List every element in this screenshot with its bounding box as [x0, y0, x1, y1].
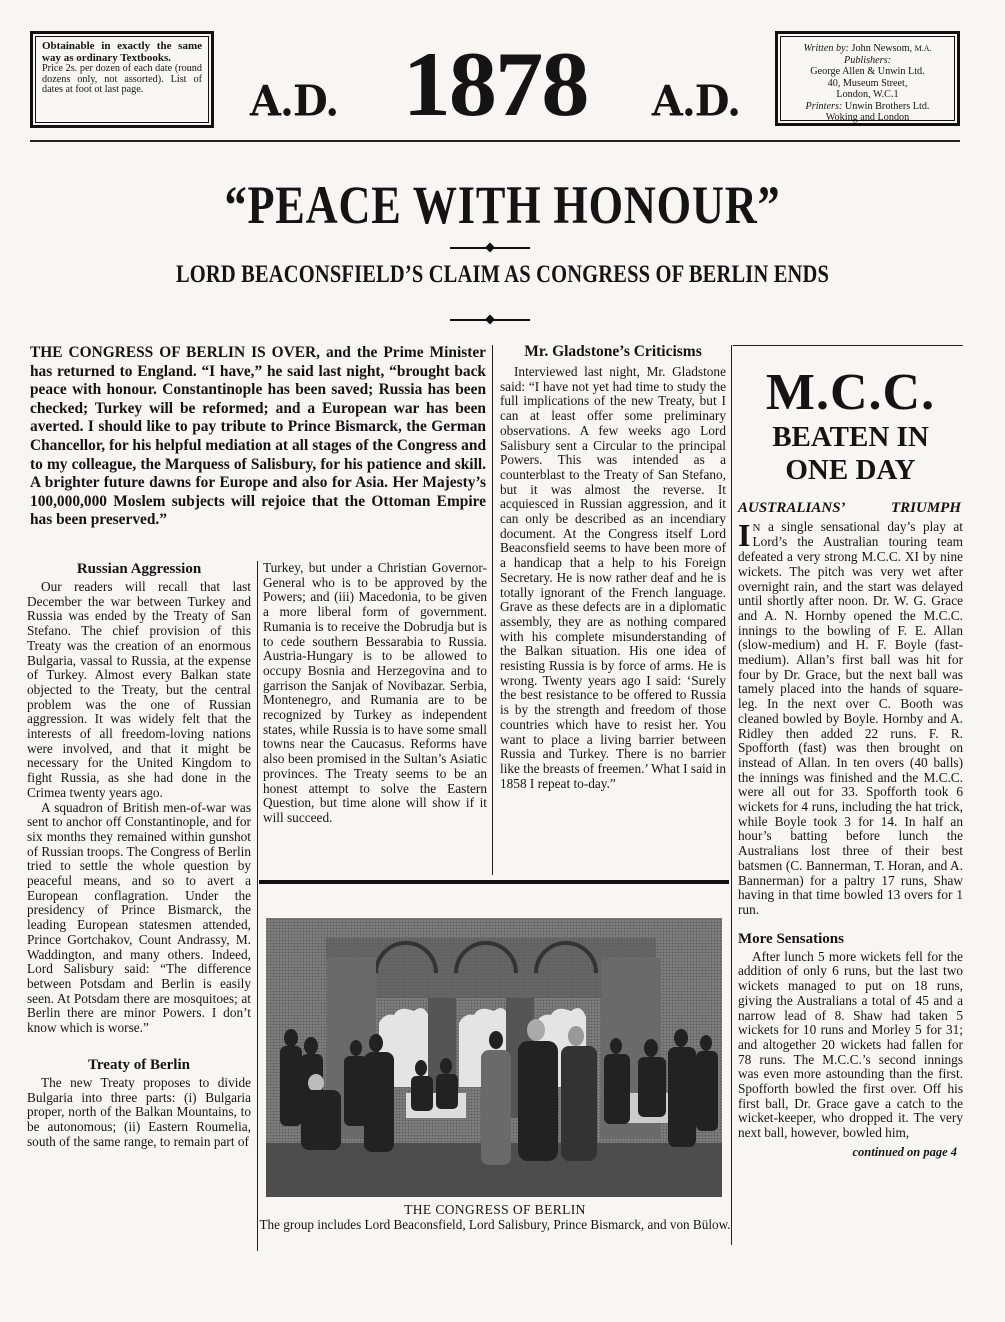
page-subheadline: LORD BEACONSFIELD’S CLAIM AS CONGRESS OF BERLIN ENDS: [175, 261, 830, 288]
section-heading: Mr. Gladstone’s Criticisms: [524, 343, 702, 360]
kicker-right: TRIUMPH: [890, 500, 961, 516]
publisher-line: 40, Museum Street,: [827, 77, 908, 89]
lede-paragraph: [30, 344, 486, 530]
publisher-credits-box: [775, 31, 960, 126]
photo-caption-text: The group includes Lord Beaconsfield, Lord Salisbury, Prince Bismarck, and von Bülow.: [259, 1217, 731, 1232]
column-rule: [257, 561, 258, 1251]
article-paragraph: The new Treaty proposes to divide Bulgaria into three parts: (i) Bulgaria proper, north of the Balkan Mountains, to be autonomous; (ii) Eastern Roumelia, south of the same range, to remain part of: [27, 1074, 251, 1149]
first-word-smallcaps: N: [752, 521, 761, 534]
ad-right: A.D.: [651, 76, 740, 126]
article-treaty-continued: [263, 561, 487, 826]
publisher-line: London, W.C.1: [836, 89, 899, 100]
publisher-line: George Allen & Unwin Ltd.: [810, 66, 925, 77]
article-gladstone: [500, 343, 726, 791]
masthead-divider: [30, 140, 960, 142]
kicker-left: AUSTRALIANS’: [738, 500, 846, 516]
section-heading: More Sensations: [738, 930, 844, 947]
column-rule: [731, 345, 732, 1245]
masthead-year: 1878: [402, 33, 588, 135]
photo-top-rule: [259, 880, 729, 884]
masthead-date: [250, 33, 740, 135]
availability-price-detail: Price 2s. per dozen of each date (round dozens only, not assorted). List of dates at foot ot last page.: [42, 63, 202, 96]
cricket-subheadline: BEATEN IN: [772, 421, 929, 453]
article-paragraph: After lunch 5 more wickets fell for the addition of only 6 runs, but the last two wickets managed to put on 18 runs, giving the Australians a total of 45 and a narrow lead of 8. Shaw had taken 5 wickets for 10 runs and Morley 5 for 31; and altogether 20 wickets had fallen for 78 runs. The M.C.C.’s second innings was even more astounding than the first. Spofforth bowled the first over. Off his first ball, Dr. Grace gave a catch to the wicket-keeper, who dropped it. The very next ball, however, bowled him,: [738, 948, 963, 1141]
ornament-divider: [450, 247, 530, 249]
author-name: John Newsom,: [851, 43, 913, 54]
cricket-headline: M.C.C.: [765, 364, 936, 421]
article-paragraph: [738, 516, 963, 918]
printers-label: Printers:: [805, 100, 843, 112]
written-by-label: Written by:: [803, 43, 849, 54]
lede-text: and the Prime Minister has returned to England. “I have,” he said last night, “brought back peace with honour. Constantinople has been saved; Russia has been checked; Turkey will be reformed; and a European war has been averted. I should like to pay tribute to Prince Bismarck, the German Chancellor, for his helpful mediation at all stages of the Congress and to my colleague, the Marquess of Salisbury, for his patience and skill. A brighter future dawns for Europe and also for Asia. Her Majesty’s 100,000,000 Moslem subjects will rejoice that the Ottoman Empire has been preserved.”: [30, 344, 486, 529]
cricket-subheadline: ONE DAY: [785, 454, 916, 486]
continued-link[interactable]: continued on page 4: [852, 1144, 957, 1159]
article-paragraph: Our readers will recall that last December the war between Turkey and Russia was ended by the Treaty of San Stefano. The chief provision of this Treaty was the creation of an enormous Bulgaria, vassal to Russia, at the expense of Turkey. Almost every Balkan state objected to the Treaty, but the central problem was the one of Russian aggression. It was widely felt that the interests of all freedom-loving nations were involved, and that it might be necessary for the United Kingdom to fight Russia, as she had done in the Crimea twenty years ago.: [27, 579, 251, 800]
availability-lead: Obtainable in exactly the same way as ordinary Textbooks.: [42, 40, 202, 64]
section-heading: Russian Aggression: [76, 561, 202, 577]
ad-left: A.D.: [250, 76, 339, 126]
page-headline: “PEACE WITH HONOUR”: [224, 175, 781, 235]
cricket-kicker: [738, 501, 963, 516]
section-heading: Treaty of Berlin: [88, 1056, 190, 1073]
article-paragraph: Turkey, but under a Christian Governor-General who is to be approved by the Powers; and (iii) Macedonia, to be given a more liberal form of government. Rumania is to receive the Dobrudja but is to cede southern Bessarabia to Russia. Austria-Hungary is to be allowed to occupy Bosnia and Herzegovina and to garrison the Sanjak of Novibazar. Serbia, Montenegro, and Rumania are to be recognized by Turkey as independent states, while Russia is to have some small towns near the Caucasus. Reforms have also been promised in the Sultan’s Asiatic provinces. The Treaty seems to be an honest attempt to solve the Eastern Question, but time alone will show if it will succeed.: [263, 560, 487, 825]
photo-caption: [258, 1203, 732, 1232]
availability-notice-box: [30, 31, 214, 128]
printer-line: Unwin Brothers Ltd.: [844, 100, 930, 112]
article-mcc-beaten: [738, 345, 963, 1160]
lede-caps: THE CONGRESS OF BERLIN IS OVER,: [30, 344, 320, 361]
article-paragraph: Interviewed last night, Mr. Gladstone said: “I have not yet had time to study the full implications of the new Treaty, but I can at least offer some preliminary observations. A few weeks ago Lord Salisbury sent a Circular to the principal Powers. This was intended as a counterblast to the Treaty of San Stefano, but it was almost the reverse. It acquiesced in Russian aggression, and it can only be described as an incendiary document. At the Congress itself Lord Beaconsfield seems to have been more of a handicap that a help to his Foreign Secretary. He is now rather deaf and he is totally ignorant of the French language. Grave as these defects are in a diplomatic assembly, they are as nothing compared with his complete misunderstanding of the Balkan situation. His one idea of resisting Russia is by force of arms. He is wrong. Twenty years ago I said: ‘Surely the best resistance to be offered to Russia is by the strength and freedom of those countries which have to resist her. You want to place a living barrier between Russia and Turkey. There is no barrier like the breasts of freemen.’ What I said in 1858 I repeat to-day.”: [500, 364, 726, 791]
congress-of-berlin-photo: [266, 918, 722, 1197]
drop-cap: I: [738, 516, 751, 553]
photo-caption-title: THE CONGRESS OF BERLIN: [404, 1202, 586, 1217]
author-degree: M.A.: [914, 44, 932, 53]
column-rule: [492, 345, 493, 875]
printer-line: Woking and London: [825, 112, 910, 123]
article-russian-aggression: [27, 560, 251, 1149]
article-paragraph: A squadron of British men-of-war was sent to anchor off Constantinople, and for six months they remained within gunshot of Russian troops. The Congress of Berlin tried to settle the whole question by peaceful means, and so to avert a European conflagration. Under the presidency of Prince Bismarck, the leading European statesmen attended, Prince Gortchakov, Count Andrassy, M. Waddington, and many others. Indeed, Lord Salisbury said: “The difference between Potsdam and Berlin is easily seen. At Potsdam there are mosquitoes; at Berlin there are minor Powers. I don’t know which is worse.”: [27, 799, 251, 1036]
ornament-divider: [450, 319, 530, 321]
publishers-label: Publishers:: [844, 54, 891, 66]
article-paragraph-text: a single sensational day’s play at Lord’s the Australian touring team defeated a very strong M.C.C. XI by nine wickets. The pitch was very wet after overnight rain, and the start was delayed until shortly after noon. Dr. W. G. Grace and A. N. Hornby opened the M.C.C. innings to the bowling of F. E. Allan (slow-medium) and H. F. Boyle (fast-medium). Allan’s first ball was hit for four by Dr. Grace, but the next ball was tamely placed into the hands of square-leg. In the next over C. Booth was cleaned bowled by Boyle. Hornby and A. Ridley then added 22 runs. F. R. Spofforth (fast) was then brought on instead of Allan. In ten overs (40 balls) the innings was finished and the M.C.C. were all out for 33. Spofforth took 6 wickets for 4 runs, including the hat trick, while Boyle took 3 for 14. In half an hour’s batting before lunch the Australians lost three of their best batsmen (C. Bannerman, T. Horan, and A. Bannerman) for a paltry 17 runs, Shaw having in that time bowled 13 overs for 1 run.: [738, 518, 963, 917]
